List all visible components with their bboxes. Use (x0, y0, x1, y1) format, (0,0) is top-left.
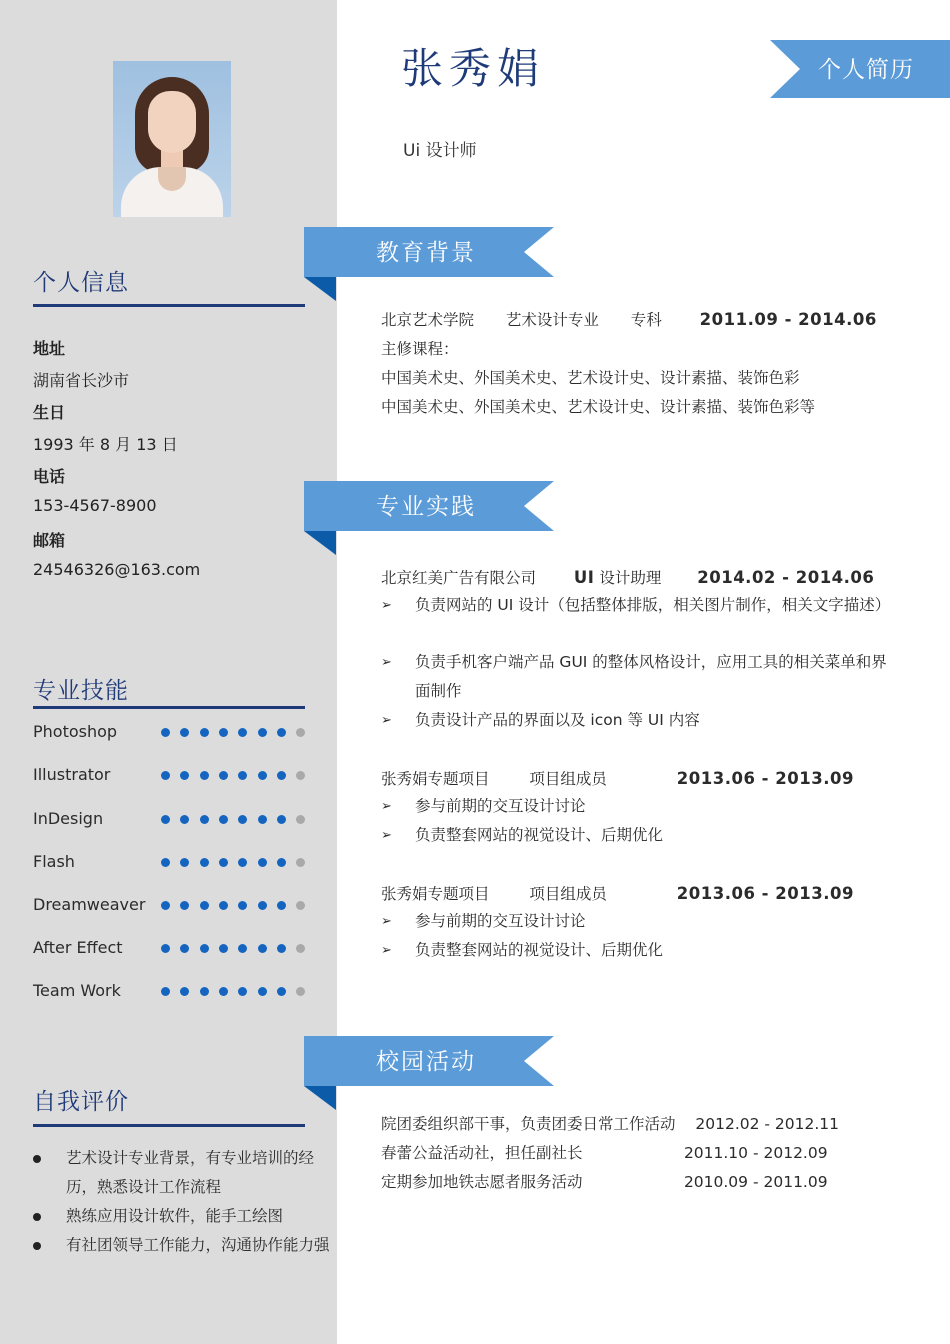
resume-label: 个人简历 (818, 57, 914, 83)
arrow-bullet-icon: ➢ (381, 914, 392, 929)
email-label: 邮箱 (33, 531, 66, 550)
role: 设计助理 (594, 569, 662, 587)
skill-dot-filled (258, 728, 267, 737)
skill-row (33, 852, 308, 874)
skill-dot-filled (200, 858, 209, 867)
arrow-bullet-icon: ➢ (381, 655, 392, 670)
skill-row (33, 722, 308, 744)
skill-dot-filled (200, 944, 209, 953)
skill-dot-filled (258, 815, 267, 824)
self-eval-title: 自我评价 (33, 1089, 129, 1115)
duty-item: ➢ 参与前期的交互设计讨论 (381, 792, 901, 821)
company: 北京红美广告有限公司 (381, 569, 537, 587)
duty-item: ➢ 负责整套网站的视觉设计、后期优化 (381, 936, 901, 965)
activity-period: 2012.02 - 2012.11 (695, 1115, 840, 1133)
skill-name: Illustrator (33, 765, 111, 784)
skill-dot-filled (219, 728, 228, 737)
skill-row (33, 765, 308, 787)
education-title: 教育背景 (376, 240, 476, 266)
job-period: 2014.02 - 2014.06 (697, 568, 875, 587)
skill-dot-empty (296, 728, 305, 737)
skills-title: 专业技能 (33, 678, 129, 704)
skill-dot-filled (258, 987, 267, 996)
skill-dot-filled (238, 815, 247, 824)
skill-dot-filled (219, 771, 228, 780)
courses-line: 中国美术史、外国美术史、艺术设计史、设计素描、装饰色彩等 (381, 398, 816, 416)
skill-dot-filled (238, 987, 247, 996)
skill-dot-filled (238, 771, 247, 780)
duty-item: ➢ 负责整套网站的视觉设计、后期优化 (381, 821, 901, 850)
job-period: 2013.06 - 2013.09 (676, 884, 854, 903)
major: 艺术设计专业 (505, 311, 599, 329)
skill-name: Photoshop (33, 722, 118, 741)
skill-dot-filled (238, 901, 247, 910)
role: 项目组成员 (529, 885, 607, 903)
personal-info-title: 个人信息 (33, 270, 129, 296)
skill-dot-filled (180, 771, 189, 780)
job-row (381, 882, 854, 904)
skill-row (33, 938, 308, 960)
skill-dot-filled (258, 771, 267, 780)
education-ribbon (304, 227, 554, 302)
skill-dot-filled (180, 987, 189, 996)
job-period: 2013.06 - 2013.09 (676, 769, 854, 788)
skill-dot-filled (161, 728, 170, 737)
candidate-name: 张秀娟 (401, 44, 546, 93)
email-value: 24546326@163.com (33, 560, 201, 579)
skill-dot-filled (200, 901, 209, 910)
activity-row (381, 1112, 839, 1134)
skill-dot-empty (296, 944, 305, 953)
self-eval-item: 有社团领导工作能力，沟通协作能力强 (33, 1231, 333, 1260)
company: 张秀娟专题项目 (381, 885, 490, 903)
skill-dot-filled (219, 901, 228, 910)
birthday-label: 生日 (33, 403, 66, 422)
address-label: 地址 (33, 339, 66, 358)
bullet-icon (33, 1155, 41, 1163)
role-prefix: UI (573, 568, 595, 587)
resume-ribbon (770, 40, 950, 98)
activity-row (381, 1170, 828, 1192)
courses-line: 中国美术史、外国美术史、艺术设计史、设计素描、装饰色彩 (381, 369, 800, 387)
personal-info-rule (33, 304, 305, 307)
skill-dot-filled (258, 944, 267, 953)
activity-text: 春蕾公益活动社，担任副社长 (381, 1144, 583, 1162)
skill-row (33, 981, 308, 1003)
degree: 专科 (630, 311, 662, 329)
skill-dot-filled (180, 944, 189, 953)
duty-item: ➢ 负责网站的 UI 设计（包括整体排版，相关图片制作，相关文字描述） (381, 591, 901, 620)
skill-dot-filled (277, 987, 286, 996)
skill-name: Team Work (33, 981, 121, 1000)
skill-dot-empty (296, 858, 305, 867)
skill-dot-filled (161, 771, 170, 780)
skill-dot-filled (258, 901, 267, 910)
skill-dot-empty (296, 771, 305, 780)
skill-dot-filled (161, 901, 170, 910)
job-row (381, 767, 854, 789)
skill-dot-filled (277, 771, 286, 780)
skill-dot-filled (200, 987, 209, 996)
skill-dot-filled (180, 858, 189, 867)
skill-dot-filled (258, 858, 267, 867)
profile-photo (113, 61, 231, 217)
activity-text: 院团委组织部干事，负责团委日常工作活动 (381, 1115, 676, 1133)
skill-dot-empty (296, 815, 305, 824)
arrow-bullet-icon: ➢ (381, 713, 392, 728)
company: 张秀娟专题项目 (381, 770, 490, 788)
arrow-bullet-icon: ➢ (381, 598, 392, 613)
phone-label: 电话 (33, 467, 66, 486)
skill-row (33, 895, 308, 917)
school: 北京艺术学院 (381, 311, 475, 329)
bullet-icon (33, 1213, 41, 1221)
skill-dot-filled (200, 815, 209, 824)
skill-name: Flash (33, 852, 75, 871)
role: 项目组成员 (529, 770, 607, 788)
skill-dot-empty (296, 901, 305, 910)
education-row (381, 308, 877, 330)
duty-item: ➢ 负责手机客户端产品 GUI 的整体风格设计，应用工具的相关菜单和界面制作 (381, 648, 901, 706)
skill-dot-filled (161, 815, 170, 824)
skills-rule (33, 706, 305, 709)
practice-ribbon (304, 481, 554, 556)
skill-dot-filled (219, 815, 228, 824)
skill-dot-filled (219, 987, 228, 996)
skill-dot-filled (219, 858, 228, 867)
skill-dot-filled (219, 944, 228, 953)
skill-name: Dreamweaver (33, 895, 146, 914)
self-eval-item: 艺术设计专业背景，有专业培训的经历，熟悉设计工作流程 (33, 1144, 333, 1202)
skill-dot-filled (200, 728, 209, 737)
skill-dot-filled (200, 771, 209, 780)
duty-item: ➢ 负责设计产品的界面以及 icon 等 UI 内容 (381, 706, 901, 735)
skill-dot-empty (296, 987, 305, 996)
skill-name: InDesign (33, 809, 104, 828)
skill-dot-filled (161, 987, 170, 996)
activity-period: 2011.10 - 2012.09 (683, 1144, 828, 1162)
courses-label: 主修课程： (381, 340, 459, 358)
phone-value: 153-4567-8900 (33, 496, 157, 515)
skill-name: After Effect (33, 938, 123, 957)
arrow-bullet-icon: ➢ (381, 943, 392, 958)
skill-dot-filled (161, 944, 170, 953)
skill-dot-filled (277, 901, 286, 910)
job-row (381, 566, 874, 588)
skill-dot-filled (180, 728, 189, 737)
skill-dot-filled (277, 815, 286, 824)
skill-dot-filled (180, 815, 189, 824)
duty-item: ➢ 参与前期的交互设计讨论 (381, 907, 901, 936)
activity-period: 2010.09 - 2011.09 (683, 1173, 828, 1191)
skill-dot-filled (277, 728, 286, 737)
arrow-bullet-icon: ➢ (381, 828, 392, 843)
campus-ribbon (304, 1036, 554, 1111)
address-value: 湖南省长沙市 (33, 371, 130, 390)
arrow-bullet-icon: ➢ (381, 799, 392, 814)
birthday-value: 1993 年 8 月 13 日 (33, 435, 178, 454)
skill-row (33, 809, 308, 831)
skill-dot-filled (238, 858, 247, 867)
activity-text: 定期参加地铁志愿者服务活动 (381, 1173, 583, 1191)
skill-dot-filled (277, 858, 286, 867)
self-eval-rule (33, 1124, 305, 1127)
self-eval-item: 熟练应用设计软件，能手工绘图 (33, 1202, 333, 1231)
skill-dot-filled (161, 858, 170, 867)
practice-title: 专业实践 (376, 494, 476, 520)
activity-row (381, 1141, 828, 1163)
campus-title: 校园活动 (376, 1049, 476, 1075)
bullet-icon (33, 1242, 41, 1250)
skill-dot-filled (238, 728, 247, 737)
skill-dot-filled (238, 944, 247, 953)
skill-dot-filled (277, 944, 286, 953)
skill-dot-filled (180, 901, 189, 910)
education-period: 2011.09 - 2014.06 (699, 310, 877, 329)
job-title: Ui 设计师 (403, 141, 477, 161)
